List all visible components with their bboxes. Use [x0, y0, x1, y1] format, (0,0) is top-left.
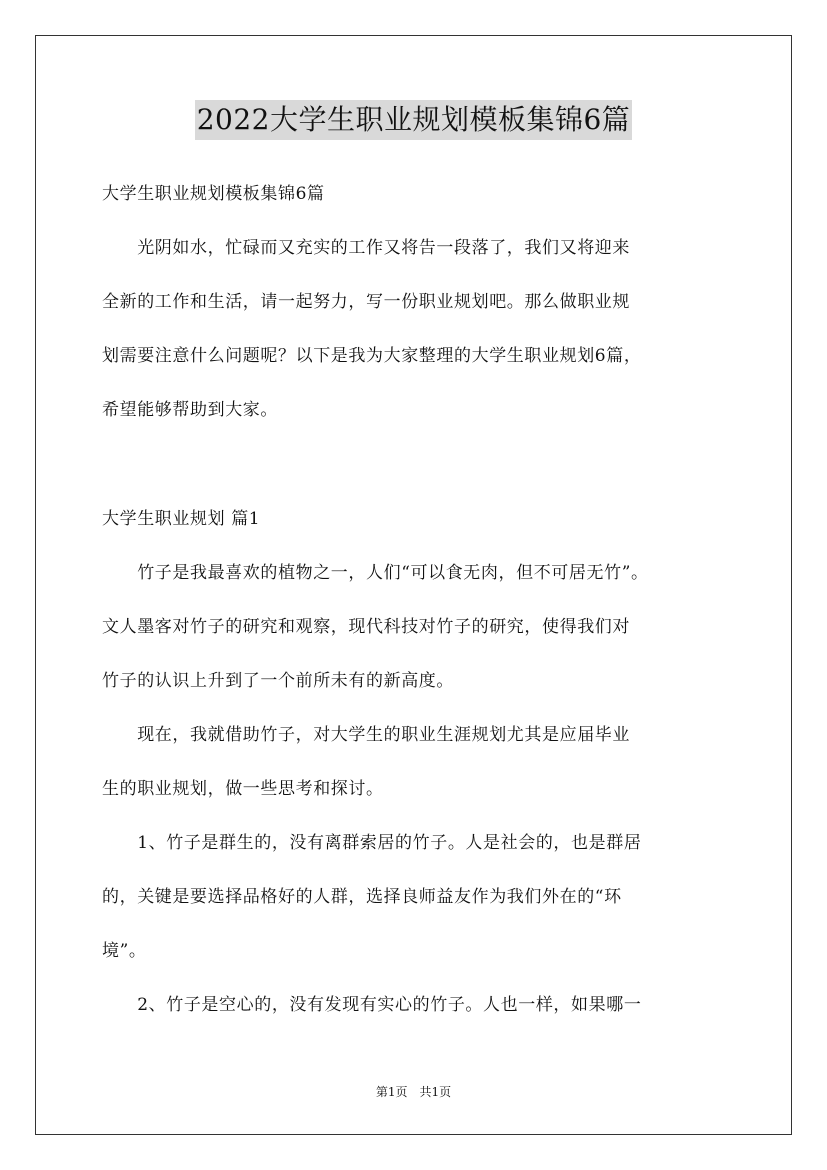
paragraph-line: 划需要注意什么问题呢？以下是我为大家整理的大学生职业规划6篇，	[102, 346, 642, 366]
page-footer: 第1页 共1页	[375, 1085, 452, 1099]
document-title: 2022大学生职业规划模板集锦6篇	[195, 100, 633, 140]
paragraph-line: 竹子的认识上升到了一个前所未有的新高度。	[102, 671, 454, 691]
paragraph-line: 现在，我就借助竹子，对大学生的职业生涯规划尤其是应届毕业	[102, 725, 630, 745]
paragraph-line: 文人墨客对竹子的研究和观察，现代科技对竹子的研究，使得我们对	[102, 617, 630, 637]
subtitle-line: 大学生职业规划模板集锦6篇	[102, 184, 325, 204]
paragraph-line: 境”。	[102, 941, 147, 961]
paragraph-line: 生的职业规划，做一些思考和探讨。	[102, 779, 384, 799]
section-heading: 大学生职业规划 篇1	[102, 509, 261, 529]
title-container	[0, 100, 827, 140]
paragraph-line: 2、竹子是空心的，没有发现有实心的竹子。人也一样，如果哪一	[102, 995, 642, 1015]
paragraph-line: 全新的工作和生活，请一起努力，写一份职业规划吧。那么做职业规	[102, 292, 630, 312]
paragraph-line: 的，关键是要选择品格好的人群，选择良师益友作为我们外在的“环	[102, 887, 622, 907]
paragraph-line: 竹子是我最喜欢的植物之一，人们“可以食无肉，但不可居无竹”。	[102, 563, 649, 583]
paragraph-line: 1、竹子是群生的，没有离群索居的竹子。人是社会的，也是群居	[102, 833, 642, 853]
paragraph-line: 希望能够帮助到大家。	[102, 400, 278, 420]
paragraph-line: 光阴如水，忙碌而又充实的工作又将告一段落了，我们又将迎来	[102, 238, 630, 258]
